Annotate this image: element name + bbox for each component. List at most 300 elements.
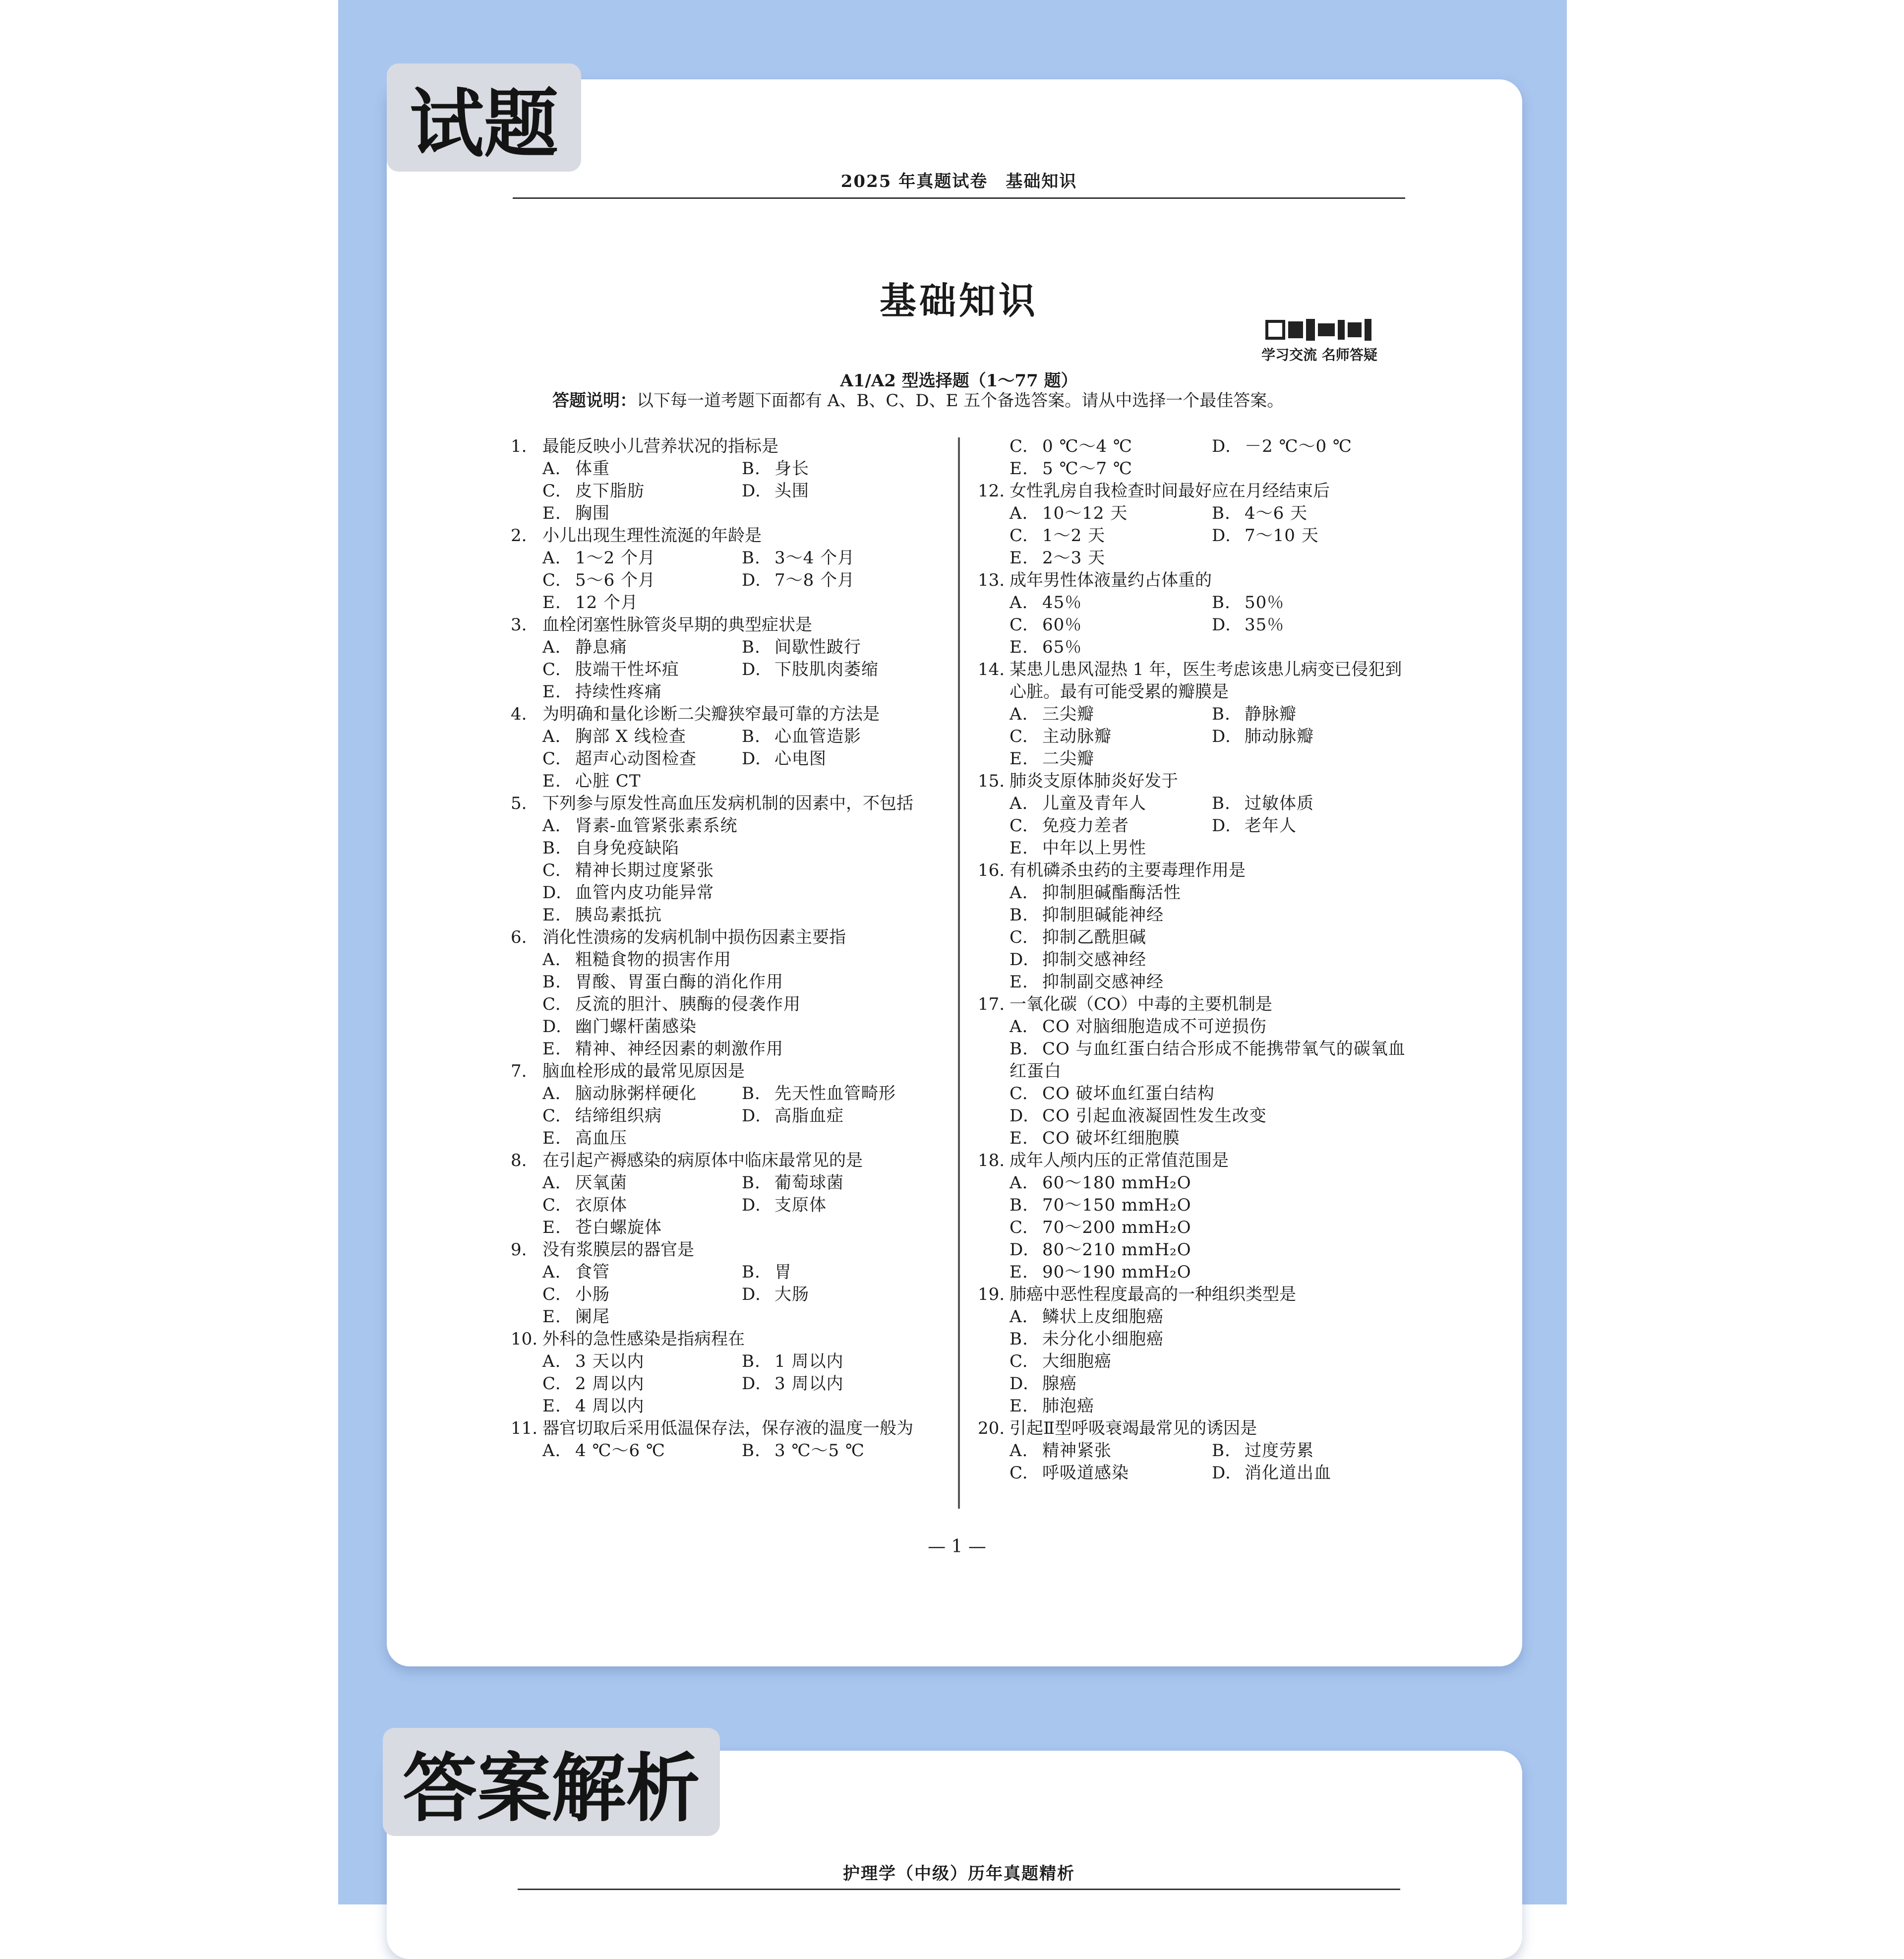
question-item [511, 793, 941, 926]
option-text: 静息痛 [575, 637, 627, 657]
option-letter: E. [542, 1396, 561, 1416]
answer-option [1010, 1306, 1414, 1328]
answer-option [542, 1261, 742, 1284]
option-text: 肺动脉瓣 [1245, 727, 1314, 746]
option-letter: E. [542, 1039, 561, 1059]
option-text: 抑制乙酰胆碱 [1042, 927, 1146, 947]
option-letter: C. [542, 481, 561, 501]
question-text: 引起Ⅱ型呼吸衰竭最常见的诱因是 [1010, 1418, 1257, 1438]
question-number: 9. [511, 1240, 527, 1260]
answer-option [1212, 525, 1414, 547]
page-number: — 1 — [928, 1536, 986, 1557]
question-text: 一氧化碳（CO）中毒的主要机制是 [1010, 994, 1272, 1014]
option-text: 精神长期过度紧张 [575, 860, 714, 880]
answer-option [542, 971, 941, 993]
answer-option [1010, 926, 1414, 949]
option-text: 5～6 个月 [575, 570, 656, 590]
option-text: 0 ℃～4 ℃ [1042, 436, 1132, 456]
answer-option [1010, 949, 1414, 971]
answer-option [542, 458, 742, 480]
option-letter: B. [742, 1084, 761, 1103]
option-text: 衣原体 [575, 1195, 627, 1215]
option-list [978, 1016, 1414, 1150]
question-stem [978, 1417, 1414, 1440]
qr-caption: 学习交流 名师答疑 [1261, 347, 1377, 363]
answer-option [1010, 1395, 1414, 1417]
option-letter: E. [1010, 1262, 1028, 1282]
option-text: 主动脉瓣 [1042, 727, 1112, 746]
option-text: 超声心动图检查 [575, 749, 697, 769]
option-list [511, 458, 941, 525]
answer-option [542, 1194, 742, 1217]
answer-option [1212, 1462, 1414, 1484]
answer-option [1010, 904, 1414, 926]
option-text: 幽门螺杆菌感染 [575, 1017, 697, 1037]
question-item [511, 1239, 941, 1328]
question-stem [511, 1150, 941, 1172]
option-text: 苍白螺旋体 [575, 1218, 662, 1237]
answer-option [542, 1127, 742, 1150]
question-number: 13. [978, 570, 1005, 590]
option-text: 粗糙食物的损害作用 [575, 950, 731, 970]
option-letter: D. [742, 570, 761, 590]
question-number: 17. [978, 994, 1005, 1014]
answer-option [1010, 614, 1212, 636]
option-letter: E. [1010, 1128, 1028, 1148]
option-letter: B. [1010, 1195, 1028, 1215]
option-letter: E. [542, 1128, 561, 1148]
option-text: 静脉瓣 [1245, 704, 1297, 724]
next-page-header-rule [518, 1889, 1400, 1890]
answer-option [1212, 726, 1414, 748]
option-text: 抑制胆碱酯酶活性 [1042, 883, 1181, 903]
answer-option [542, 748, 742, 770]
question-text: 脑血栓形成的最常见原因是 [542, 1061, 745, 1081]
option-list [978, 793, 1414, 859]
question-text: 女性乳房自我检查时间最好应在月经结束后 [1010, 481, 1330, 501]
question-number: 18. [978, 1151, 1005, 1170]
option-letter: C. [542, 570, 561, 590]
option-letter: C. [1010, 1351, 1028, 1371]
option-letter: E. [542, 771, 561, 791]
option-letter: D. [1010, 1374, 1029, 1394]
qr-code-icon [1265, 317, 1373, 342]
option-text: 胸部 X 线检查 [575, 727, 686, 746]
option-letter: D. [742, 1374, 761, 1394]
option-letter: A. [1010, 1307, 1028, 1327]
answers-tag: 答案解析 [383, 1728, 720, 1836]
option-letter: B. [1212, 704, 1231, 724]
option-text: －2 ℃～0 ℃ [1245, 436, 1352, 456]
option-letter: A. [1010, 1441, 1028, 1461]
option-letter: E. [542, 593, 561, 612]
option-text: 二尖瓣 [1042, 749, 1094, 769]
question-stem [978, 1150, 1414, 1172]
answer-option [1010, 1038, 1414, 1083]
answer-option [542, 681, 742, 703]
option-text: 中年以上男性 [1042, 838, 1146, 858]
answer-option [1010, 1127, 1414, 1150]
option-text: 过度劳累 [1245, 1441, 1314, 1461]
answer-option [542, 949, 941, 971]
question-number: 19. [978, 1285, 1005, 1304]
option-letter: B. [742, 1262, 761, 1282]
option-letter: D. [1212, 1463, 1231, 1483]
question-number: 6. [511, 927, 527, 947]
answer-option [1010, 1194, 1414, 1217]
option-list [978, 882, 1414, 993]
option-letter: B. [1212, 1441, 1231, 1461]
answer-option [542, 502, 742, 525]
answer-option [542, 770, 742, 793]
option-letter: E. [1010, 459, 1028, 479]
answer-option [1010, 458, 1212, 480]
option-list [978, 703, 1414, 770]
option-letter: D. [1010, 950, 1029, 970]
option-letter: D. [742, 660, 761, 679]
answer-option [1010, 1440, 1212, 1462]
option-text: 血管内皮功能异常 [575, 883, 714, 903]
option-text: 三尖瓣 [1042, 704, 1094, 724]
question-stem [511, 1417, 941, 1440]
option-list [511, 547, 941, 614]
option-letter: B. [1010, 1329, 1028, 1349]
option-letter: A. [542, 727, 561, 746]
option-letter: B. [742, 1173, 761, 1193]
option-text: 心血管造影 [774, 727, 861, 746]
option-letter: C. [1010, 1218, 1028, 1237]
option-text: 4～6 天 [1245, 503, 1308, 523]
option-text: 小肠 [575, 1285, 610, 1304]
answer-option [742, 1284, 941, 1306]
option-text: 皮下脂肪 [575, 481, 645, 501]
option-letter: B. [1010, 905, 1028, 925]
option-text: 阑尾 [575, 1307, 610, 1327]
answer-option [542, 882, 941, 904]
answer-option [1010, 636, 1212, 659]
option-text: 3～4 个月 [774, 548, 855, 568]
answer-option [1010, 793, 1212, 815]
answer-option [742, 636, 941, 659]
option-text: 抑制交感神经 [1042, 950, 1146, 970]
option-text: 心电图 [774, 749, 827, 769]
option-letter: E. [542, 682, 561, 702]
answer-option [1010, 525, 1212, 547]
option-text: 自身免疫缺陷 [575, 838, 679, 858]
option-list [978, 435, 1414, 480]
option-text: 4 ℃～6 ℃ [575, 1441, 665, 1461]
question-number: 20. [978, 1418, 1005, 1438]
answer-option [742, 480, 941, 502]
question-number: 12. [978, 481, 1005, 501]
option-letter: D. [1212, 615, 1231, 635]
option-letter: C. [1010, 526, 1028, 546]
question-stem [511, 435, 941, 458]
option-letter: D. [742, 481, 761, 501]
answer-option [1010, 1462, 1212, 1484]
option-letter: E. [1010, 637, 1028, 657]
instructions-text: 以下每一道考题下面都有 A、B、C、D、E 五个备选答案。请从中选择一个最佳答案。 [637, 391, 1284, 411]
option-text: 2 周以内 [575, 1374, 645, 1394]
answer-option [1010, 882, 1414, 904]
option-text: 肺泡癌 [1042, 1396, 1094, 1416]
question-text: 某患儿患风湿热 1 年，医生考虑该患儿病变已侵犯到心脏。最有可能受累的瓣膜是 [1010, 660, 1402, 702]
option-letter: C. [1010, 927, 1028, 947]
answer-option [742, 547, 941, 569]
option-text: 70～150 mmH₂O [1042, 1195, 1191, 1215]
option-letter: A. [1010, 593, 1028, 612]
question-text: 没有浆膜层的器官是 [542, 1240, 694, 1260]
option-text: 下肢肌肉萎缩 [774, 660, 879, 679]
question-column-right [978, 435, 1414, 1484]
answer-option [742, 1105, 941, 1127]
question-item [978, 770, 1414, 859]
answer-option [542, 1083, 742, 1105]
option-text: 先天性血管畸形 [774, 1084, 896, 1103]
option-letter: E. [1010, 838, 1028, 858]
question-text: 成年人颅内压的正常值范围是 [1010, 1151, 1229, 1170]
option-text: 未分化小细胞癌 [1042, 1329, 1164, 1349]
question-stem [511, 614, 941, 636]
option-letter: E. [542, 1218, 561, 1237]
option-list [978, 502, 1414, 569]
option-text: 间歇性跛行 [774, 637, 861, 657]
question-stem [978, 993, 1414, 1016]
option-text: 70～200 mmH₂O [1042, 1218, 1191, 1237]
option-text: 支原体 [774, 1195, 827, 1215]
answer-option [542, 904, 941, 926]
option-text: CO 对脑细胞造成不可逆损伤 [1042, 1017, 1267, 1037]
answer-option [1010, 1239, 1414, 1261]
question-item [511, 1150, 941, 1239]
option-list [511, 1083, 941, 1150]
option-letter: D. [1212, 727, 1231, 746]
answer-option [742, 1350, 941, 1373]
option-letter: C. [1010, 436, 1028, 456]
option-list [511, 1350, 941, 1417]
option-letter: D. [742, 1285, 761, 1304]
answer-option [742, 458, 941, 480]
option-letter: D. [1212, 816, 1231, 836]
question-item [978, 480, 1414, 569]
option-letter: A. [1010, 1017, 1028, 1037]
option-letter: E. [1010, 1396, 1028, 1416]
option-text: 过敏体质 [1245, 794, 1314, 813]
option-letter: C. [542, 1285, 561, 1304]
question-item [978, 1417, 1414, 1484]
option-text: 胰岛素抵抗 [575, 905, 662, 925]
answer-instructions [513, 390, 1405, 412]
option-letter: D. [1010, 1240, 1029, 1260]
option-letter: C. [542, 1195, 561, 1215]
question-text: 血栓闭塞性脉管炎早期的典型症状是 [542, 615, 812, 635]
answer-option [742, 1194, 941, 1217]
question-item [978, 1150, 1414, 1284]
option-text: 1～2 个月 [575, 548, 656, 568]
answer-option [1010, 815, 1212, 837]
answer-option [742, 569, 941, 592]
option-text: 大细胞癌 [1042, 1351, 1112, 1371]
option-text: 胃酸、胃蛋白酶的消化作用 [575, 972, 783, 992]
answer-option [542, 1038, 941, 1060]
option-letter: B. [1212, 593, 1231, 612]
answer-option [742, 748, 941, 770]
option-letter: C. [1010, 727, 1028, 746]
answer-option [1010, 1373, 1414, 1395]
question-stem [978, 569, 1414, 592]
question-item [511, 1328, 941, 1417]
answer-option [542, 569, 742, 592]
option-letter: A. [542, 816, 561, 836]
question-stem [511, 1060, 941, 1083]
column-divider [958, 437, 960, 1509]
option-text: 60～180 mmH₂O [1042, 1173, 1191, 1193]
option-text: 老年人 [1245, 816, 1297, 836]
answer-option [1010, 435, 1212, 458]
question-stem [511, 793, 941, 815]
option-text: 3 周以内 [774, 1374, 844, 1394]
option-letter: A. [1010, 883, 1028, 903]
question-number: 4. [511, 704, 527, 724]
option-letter: C. [542, 1106, 561, 1126]
answer-option [742, 1172, 941, 1194]
answer-option [742, 1440, 941, 1462]
option-letter: C. [1010, 816, 1028, 836]
option-text: 35％ [1245, 615, 1285, 635]
option-letter: B. [742, 727, 761, 746]
answer-option [742, 1083, 941, 1105]
answer-option [1010, 1083, 1414, 1105]
option-list [511, 815, 941, 926]
question-text: 外科的急性感染是指病程在 [542, 1329, 745, 1349]
answer-option [1010, 1328, 1414, 1350]
answer-option [542, 837, 941, 859]
question-number: 10. [511, 1329, 538, 1349]
option-letter: B. [742, 459, 761, 479]
answer-option [1010, 726, 1212, 748]
option-text: 高脂血症 [774, 1106, 844, 1126]
question-number: 14. [978, 660, 1005, 679]
option-text: 厌氧菌 [575, 1173, 627, 1193]
option-text: 2～3 天 [1042, 548, 1106, 568]
option-letter: B. [742, 637, 761, 657]
question-stem [511, 703, 941, 726]
question-item [978, 993, 1414, 1150]
option-text: CO 与血红蛋白结合形成不能携带氧气的碳氧血红蛋白 [1010, 1039, 1406, 1081]
option-letter: D. [742, 1106, 761, 1126]
answer-option [1212, 435, 1414, 458]
answer-option [542, 1306, 742, 1328]
answer-option [1010, 1350, 1414, 1373]
question-stem [978, 770, 1414, 793]
option-text: CO 破坏红细胞膜 [1042, 1128, 1180, 1148]
question-item [978, 435, 1414, 480]
question-stem [978, 1284, 1414, 1306]
question-number: 8. [511, 1151, 527, 1170]
option-text: 45％ [1042, 593, 1082, 612]
option-letter: E. [542, 905, 561, 925]
option-text: 3 ℃～5 ℃ [774, 1441, 865, 1461]
answer-option [542, 1395, 742, 1417]
option-letter: C. [1010, 615, 1028, 635]
option-letter: B. [742, 1441, 761, 1461]
option-list [978, 592, 1414, 659]
answer-option [1010, 971, 1414, 993]
option-letter: A. [542, 1262, 561, 1282]
option-text: 肾素-血管紧张素系统 [575, 816, 738, 836]
option-text: 65％ [1042, 637, 1082, 657]
option-text: 儿童及青年人 [1042, 794, 1146, 813]
question-text: 成年男性体液量约占体重的 [1010, 570, 1212, 590]
answer-option [542, 1217, 742, 1239]
question-item [978, 569, 1414, 659]
option-text: 大肠 [774, 1285, 809, 1304]
question-stem [978, 859, 1414, 882]
question-text: 小儿出现生理性流涎的年龄是 [542, 526, 762, 546]
answer-option [542, 859, 941, 882]
answer-option [1212, 793, 1414, 815]
option-text: 高血压 [575, 1128, 627, 1148]
option-text: 头围 [774, 481, 809, 501]
option-text: 身长 [774, 459, 809, 479]
answer-option [1010, 703, 1212, 726]
option-letter: D. [1010, 1106, 1029, 1126]
answer-option [1212, 502, 1414, 525]
option-letter: A. [542, 1441, 561, 1461]
option-letter: A. [542, 637, 561, 657]
answer-option [1010, 1217, 1414, 1239]
option-letter: A. [542, 1173, 561, 1193]
answer-option [542, 659, 742, 681]
question-item [978, 659, 1414, 770]
option-text: 7～8 个月 [774, 570, 855, 590]
answer-option [742, 726, 941, 748]
option-letter: C. [1010, 1084, 1028, 1103]
option-text: 胃 [774, 1262, 792, 1282]
option-list [511, 636, 941, 703]
option-letter: C. [542, 994, 561, 1014]
question-item [511, 703, 941, 793]
answer-option [1010, 1172, 1414, 1194]
question-item [978, 859, 1414, 993]
answer-option [742, 1261, 941, 1284]
header-rule [513, 197, 1405, 199]
page-title: 基础知识 [880, 280, 1038, 322]
option-text: 葡萄球菌 [774, 1173, 844, 1193]
option-letter: A. [1010, 794, 1028, 813]
option-letter: C. [542, 860, 561, 880]
option-text: 呼吸道感染 [1042, 1463, 1129, 1483]
option-list [511, 1172, 941, 1239]
section-title: A1/A2 型选择题（1～77 题） [840, 371, 1078, 391]
option-text: 鳞状上皮细胞癌 [1042, 1307, 1164, 1327]
question-number: 2. [511, 526, 527, 546]
question-number: 5. [511, 794, 527, 813]
answer-option [1010, 837, 1212, 859]
answer-option [542, 1105, 742, 1127]
option-text: 50％ [1245, 593, 1285, 612]
answer-option [542, 815, 941, 837]
answer-option [742, 659, 941, 681]
option-text: 脑动脉粥样硬化 [575, 1084, 697, 1103]
question-item [978, 1284, 1414, 1417]
option-letter: D. [1212, 436, 1231, 456]
question-item [511, 614, 941, 703]
answer-option [1212, 703, 1414, 726]
question-text: 最能反映小儿营养状况的指标是 [542, 436, 778, 456]
question-text: 肺癌中恶性程度最高的一种组织类型是 [1010, 1285, 1296, 1304]
question-number: 16. [978, 860, 1005, 880]
